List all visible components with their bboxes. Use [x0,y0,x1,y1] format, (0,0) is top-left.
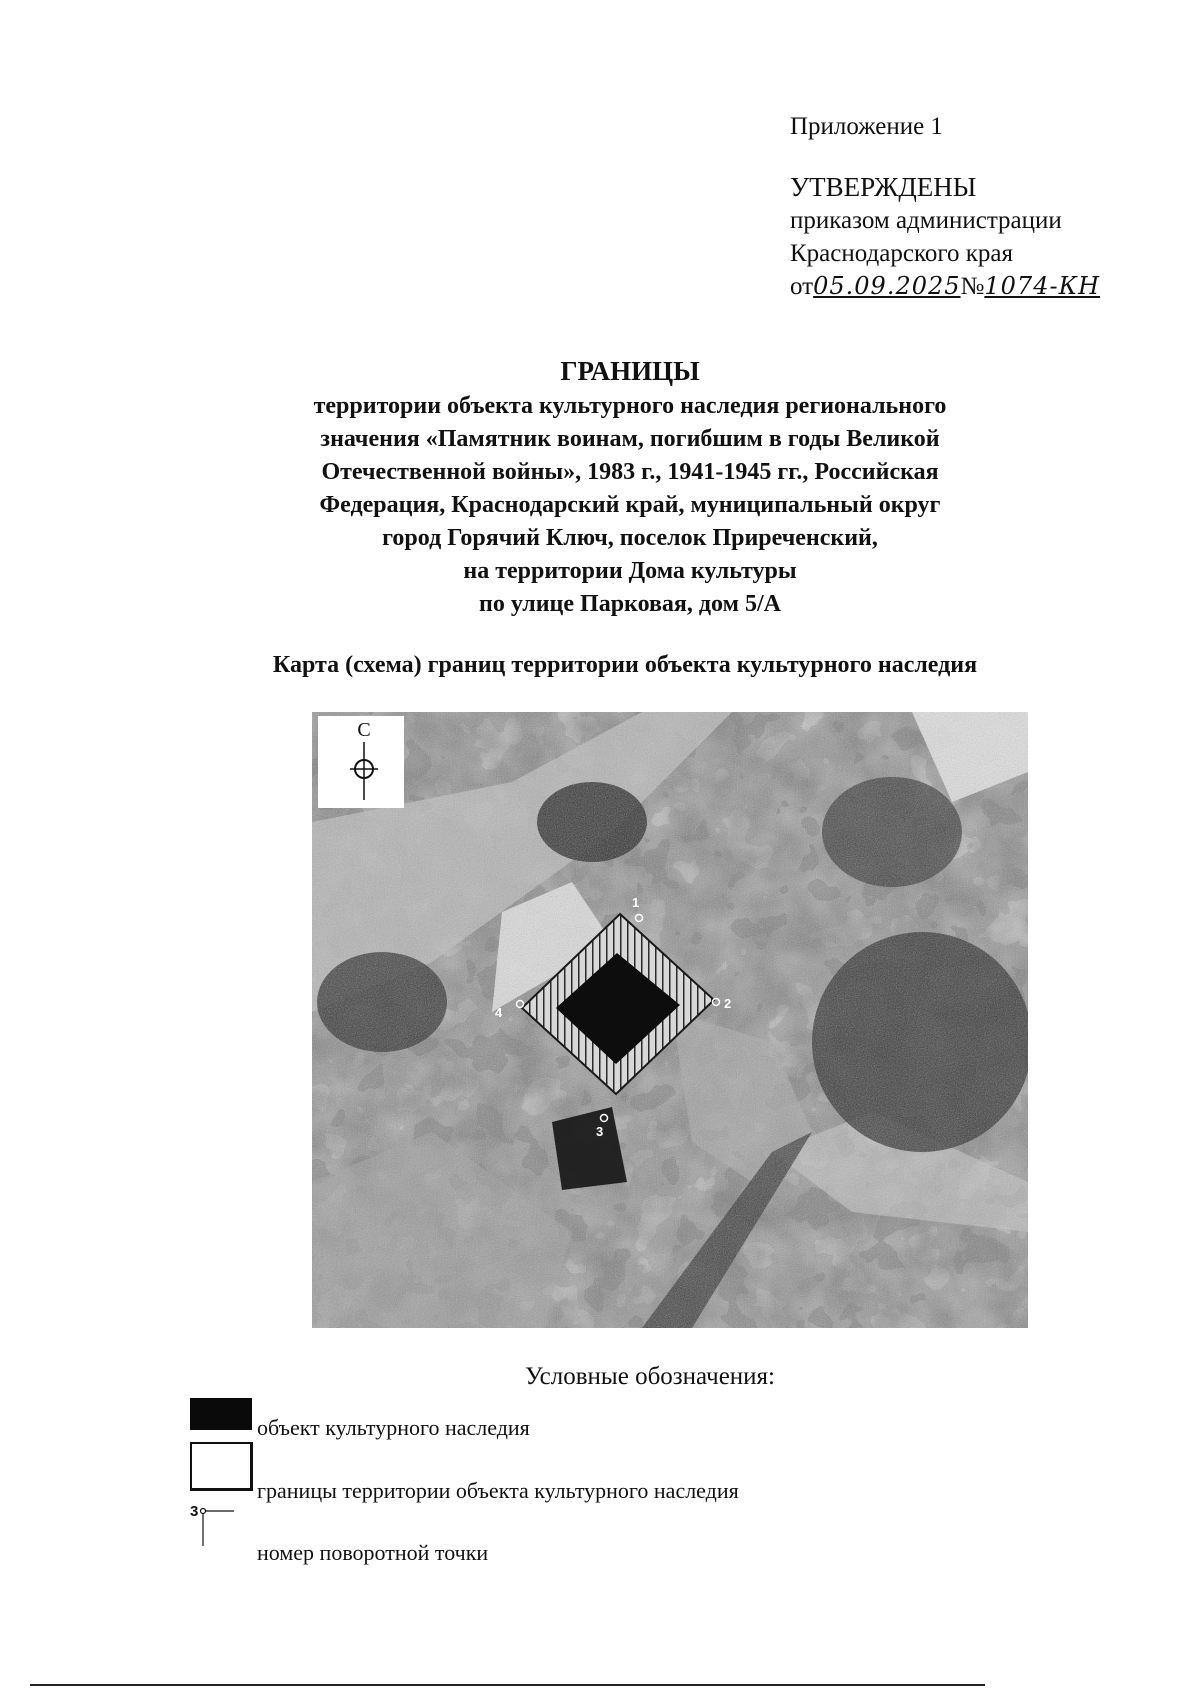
approval-block [790,110,1190,303]
legend-point-sample [190,1500,250,1550]
handwritten-date: 05.09.2025 [813,272,961,300]
title-main: ГРАНИЦЫ [560,356,700,386]
appendix-label: Приложение 1 [790,113,943,140]
legend-swatch-object [190,1398,252,1430]
order-line-2: Краснодарского края [790,240,1013,267]
svg-text:3: 3 [596,1124,604,1139]
approved-label: УТВЕРЖДЕНЫ [790,172,977,202]
title-line: город Горячий Ключ, поселок Приреченский, [382,525,878,551]
title-line: Отечественной войны», 1983 г., 1941-1945 гг., Российская [321,459,939,485]
point-marker-icon [190,1500,250,1550]
legend-label-object: объект культурного наследия [257,1415,530,1440]
svg-text:1: 1 [632,895,640,910]
legend-swatch-boundary [190,1442,253,1491]
legend-title: Условные обозначения: [524,1363,776,1390]
order-date-line [790,270,1190,303]
map-image [312,712,1028,1328]
title-line: Федерация, Краснодарский край, муниципальный округ [319,492,941,518]
legend-label-point: номер поворотной точки [257,1540,489,1565]
handwritten-number: 1074-КН [984,272,1101,300]
svg-text:3: 3 [190,1503,199,1520]
order-line-1: приказом администрации [790,207,1062,234]
number-sign: № [960,273,985,300]
title-line: по улице Парковая, дом 5/А [479,591,781,617]
title-line: территории объекта культурного наследия регионального [313,393,947,419]
document-title [170,355,1090,621]
north-arrow [318,716,404,808]
svg-text:2: 2 [724,996,732,1011]
date-prefix: от [790,273,814,300]
title-line: на территории Дома культуры [463,558,797,584]
svg-text:4: 4 [495,1005,503,1020]
legend-label-boundary: границы территории объекта культурного наследия [257,1478,739,1503]
aerial-map [312,712,1028,1328]
title-line: значения «Памятник воинам, погибшим в годы Великой [320,426,940,452]
footer-divider [30,1684,985,1686]
map-caption: Карта (схема) границ территории объекта культурного наследия [272,652,978,678]
svg-text:С: С [357,719,371,741]
